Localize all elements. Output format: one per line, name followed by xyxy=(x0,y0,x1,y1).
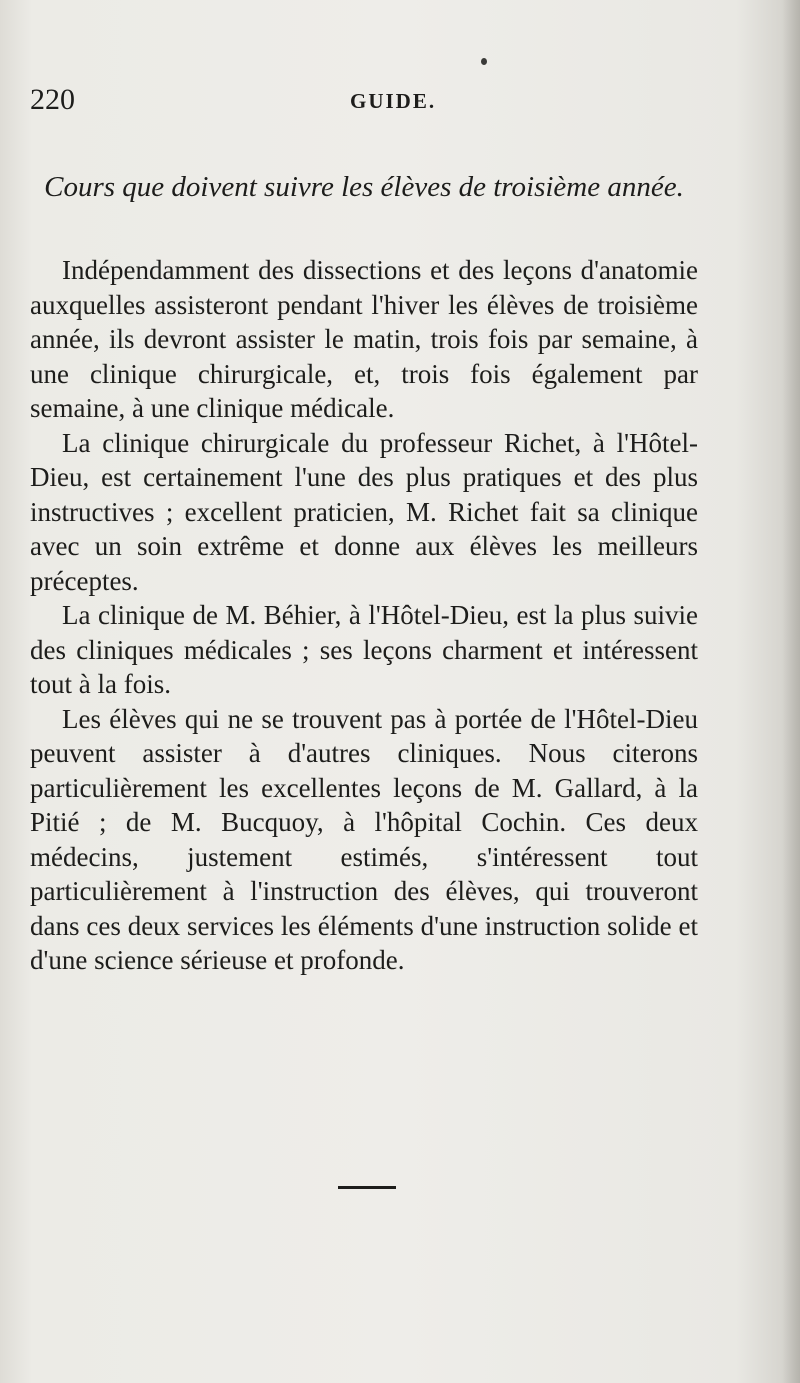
paragraph: Indépendamment des dissections et des leçons d'anatomie auxquelles assisteront pendant l'hiver les élèves de troisième année, ils devront assister le matin, trois fois par semaine, à une clinique chirurgicale, et, trois fois également par semaine, à une clinique médicale. xyxy=(30,255,698,423)
paragraph: La clinique chirurgicale du professeur Richet, à l'Hôtel-Dieu, est certainement l'une des plus pratiques et des plus instructives ; excellent praticien, M. Richet fait sa clinique avec un soin extrême et donne aux élèves les meilleurs préceptes. xyxy=(30,427,698,596)
page-header xyxy=(30,80,710,120)
page-number: 220 xyxy=(30,83,75,116)
body-text xyxy=(30,253,698,978)
paragraph: Les élèves qui ne se trouvent pas à portée de l'Hôtel-Dieu peuvent assister à d'autres cliniques. Nous citerons particulièrement les excellentes leçons de M. Gallard, à la Pitié ; de M. Bucquoy, à l'hôpital Cochin. Ces deux médecins, justement estimés, s'intéressent tout particulièrement à l'instruction des élèves, qui trouveront dans ces deux services les éléments d'une instruction solide et d'une science sérieuse et profonde. xyxy=(30,703,698,975)
running-head: GUIDE. xyxy=(350,89,437,113)
section-heading: Cours que doivent suivre les élèves de troisième année. xyxy=(44,171,684,203)
paragraph: La clinique de M. Béhier, à l'Hôtel-Dieu, est la plus suivie des cliniques médicales ; ses leçons charment et intéressent tout à la fois. xyxy=(30,600,698,699)
section-end-rule xyxy=(338,1186,396,1189)
page-edge-shadow xyxy=(782,0,800,1383)
ink-speck xyxy=(481,58,487,65)
